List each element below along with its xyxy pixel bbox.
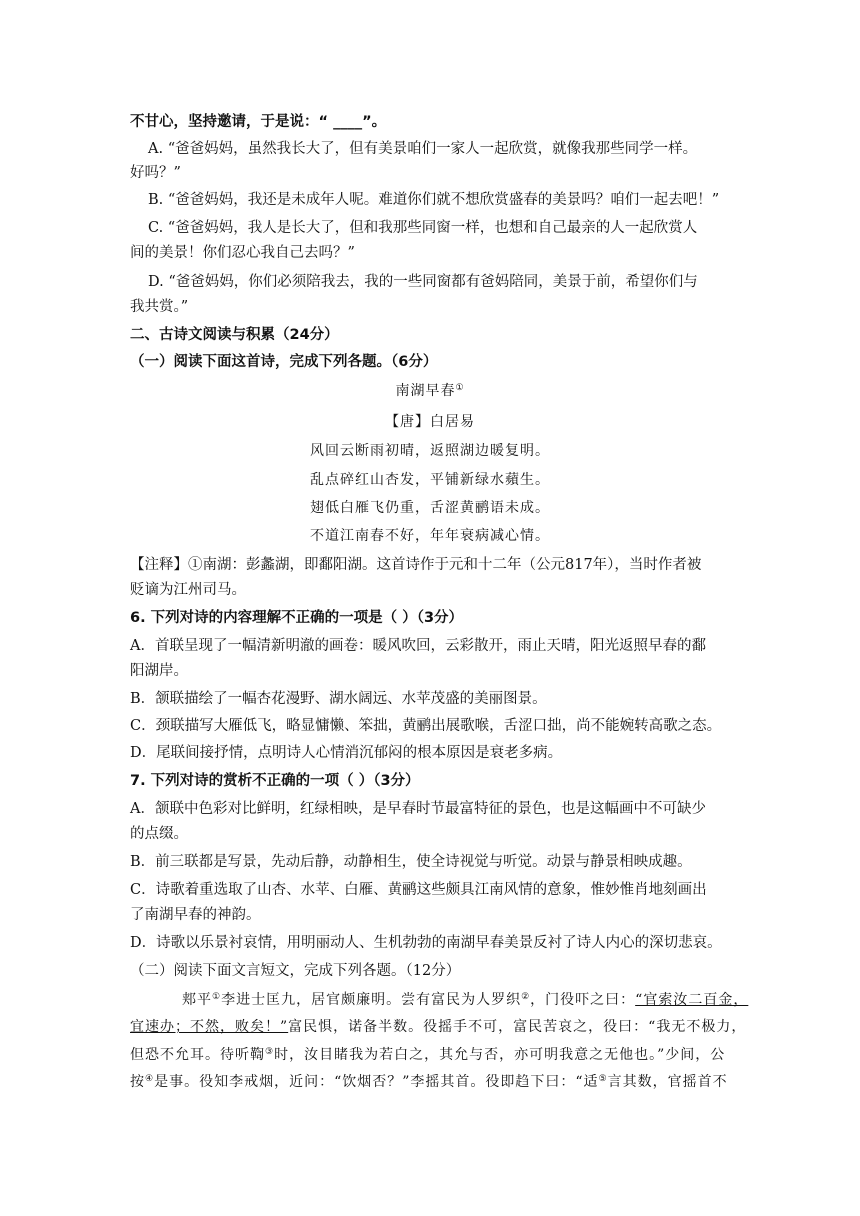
q7-option-c-line1: C．诗歌着重选取了山杏、水苹、白雁、黄鹂这些颇具江南风情的意象，惟妙惟肖地刻画出 xyxy=(130,882,707,898)
poem-author: 【唐】白居易 xyxy=(385,414,475,430)
underlined-sentence: “官索汝二百金， xyxy=(635,992,749,1008)
passage-text: 时，汝目睹我为若白之，其允与否，亦可明我意之无他也。”少间，公 xyxy=(274,1047,726,1063)
poem-line-3: 翅低白雁飞仍重，舌涩黄鹂语未成。 xyxy=(310,500,550,516)
poem-title-footnote: ① xyxy=(455,383,465,393)
q6-option-d: D．尾联间接抒情，点明诗人心情消沉郁闷的根本原因是衰老多病。 xyxy=(130,745,563,761)
poem-line-1: 风回云断雨初晴，返照湖边暖复明。 xyxy=(310,443,550,459)
passage-text: 郏平 xyxy=(182,992,212,1008)
q7-option-c-line2: 了南湖早春的神韵。 xyxy=(130,907,261,923)
passage-line3 xyxy=(130,1045,730,1065)
passage-line1 xyxy=(182,990,749,1010)
passage-line2 xyxy=(130,1017,747,1037)
passage-text: ，门役吓之曰： xyxy=(530,992,636,1008)
q6-option-b: B．颔联描绘了一幅杏花漫野、湖水阔远、水苹茂盛的美丽图景。 xyxy=(130,691,547,707)
poem-title-text: 南湖早春 xyxy=(395,383,456,399)
footnote-mark: ④ xyxy=(145,1074,155,1084)
underlined-sentence: 宜速办；不然，败矣！” xyxy=(130,1019,289,1035)
section2-sub1: （一）阅读下面这首诗，完成下列各题。（6分） xyxy=(130,354,438,370)
q6-option-c: C．颈联描写大雁低飞，略显慵懒、笨拙，黄鹂出展歌喉，舌涩口拙，尚不能婉转高歌之态。 xyxy=(130,718,722,734)
option-d-line2: 我共赏。” xyxy=(130,299,189,315)
q7-option-b: B．前三联都是写景，先动后静，动静相生，使全诗视觉与听觉。动景与静景相映成趣。 xyxy=(130,854,692,870)
footnote-mark: ② xyxy=(521,992,531,1002)
q7-option-d: D．诗歌以乐景衬哀情，用明丽动人、生机勃勃的南湖早春美景反衬了诗人内心的深切悲哀。 xyxy=(130,935,722,951)
passage-text: 是事。役知李戒烟，近问：“饮烟否？”李摇其首。役即趋下曰：“适 xyxy=(154,1074,599,1090)
passage-text: 李进士匡九，居官颇廉明。尝有富民为人罗织 xyxy=(221,992,522,1008)
q6-option-a-line1: A．首联呈现了一幅清新明澈的画卷：暖风吹回，云彩散开，雨止天晴，阳光返照早春的鄱 xyxy=(130,638,706,654)
passage-text: 言其数，官摇首不 xyxy=(607,1074,728,1090)
footnote-mark: ① xyxy=(212,992,222,1002)
option-b-line1: B. “爸爸妈妈，我还是未成年人呢。难道你们就不想欣赏盛春的美景吗？咱们一起去吧！” xyxy=(148,192,720,208)
footnote-mark: ③ xyxy=(265,1047,275,1057)
intro-line: 不甘心，坚持邀请，于是说：“ ____”。 xyxy=(130,114,387,130)
q7-stem: 7. 下列对诗的赏析不正确的一项（ ）（3分） xyxy=(130,773,420,789)
passage-line4 xyxy=(130,1072,730,1092)
option-a-line1: A. “爸爸妈妈，虽然我长大了，但有美景咱们一家人一起欣赏，就像我那些同学一样。 xyxy=(148,141,698,157)
passage-text: 按 xyxy=(130,1074,145,1090)
poem-title xyxy=(130,381,730,401)
option-c-line1: C. “爸爸妈妈，我人是长大了，但和我那些同窗一样，也想和自己最亲的人一起欣赏人 xyxy=(148,220,698,236)
option-c-line2: 间的美景！你们忍心我自己去吗？” xyxy=(130,245,355,261)
q7-option-a-line2: 的点缀。 xyxy=(130,826,188,842)
poem-line-2: 乱点碎红山杏发，平铺新绿水蘋生。 xyxy=(310,472,550,488)
option-a-line2: 好吗？” xyxy=(130,165,181,181)
option-d-line1: D. “爸爸妈妈，你们必须陪我去，我的一些同窗都有爸妈陪同，美景于前，希望你们与 xyxy=(148,274,698,290)
section2-sub2: （二）阅读下面文言短文，完成下列各题。（12分） xyxy=(130,963,461,979)
q7-option-a-line1: A．颔联中色彩对比鲜明，红绿相映，是早春时节最富特征的景色，也是这幅画中不可缺少 xyxy=(130,801,706,817)
passage-text: 但恐不允耳。待听鞫 xyxy=(130,1047,265,1063)
q6-stem: 6. 下列对诗的内容理解不正确的一项是（ ）（3分） xyxy=(130,610,464,626)
section2-title: 二、古诗文阅读与积累（24分） xyxy=(130,327,339,343)
footnote-mark: ⑤ xyxy=(598,1074,608,1084)
note-line2: 贬谪为江州司马。 xyxy=(130,582,246,598)
note-line1: 【注释】①南湖：彭蠡湖，即鄱阳湖。这首诗作于元和十二年（公元817年），当时作者被 xyxy=(130,557,702,573)
q6-option-a-line2: 阳湖岸。 xyxy=(130,663,188,679)
passage-text: 富民惧，诺备半数。役摇手不可，富民苦哀之，役曰：“我无不极力， xyxy=(288,1019,747,1035)
poem-line-4: 不道江南春不好，年年衰病减心情。 xyxy=(310,528,550,544)
